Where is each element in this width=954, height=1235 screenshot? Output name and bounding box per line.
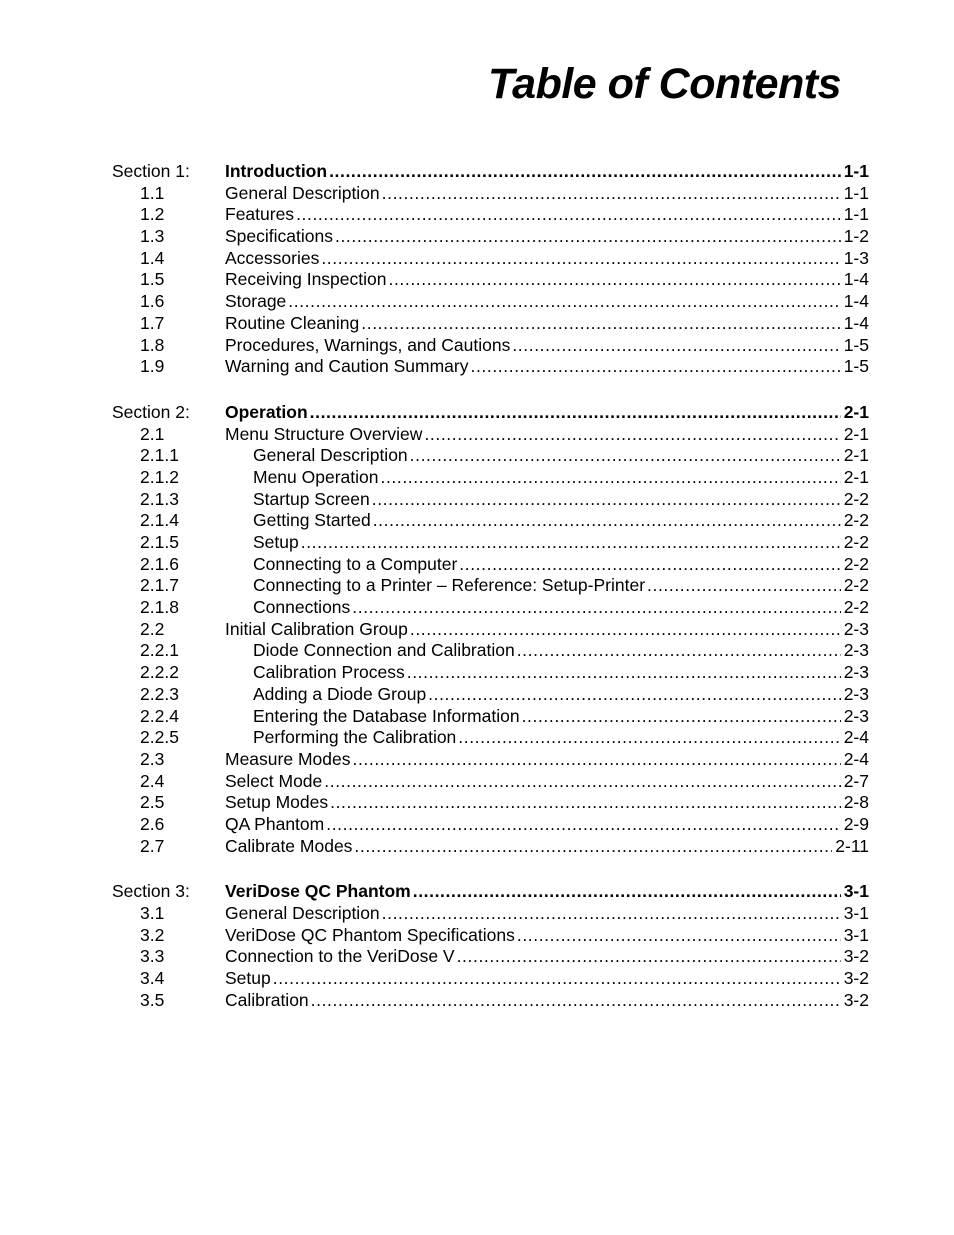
dot-leader [381,467,841,489]
toc-entry[interactable] [0,814,954,836]
entry-title: Menu Operation [253,466,379,487]
page-number: 2-11 [835,835,869,856]
toc-line [253,597,869,619]
page-number: 2-8 [843,792,869,813]
toc-line [225,903,869,925]
page-number: 2-1 [843,423,869,444]
toc-entry[interactable] [0,335,954,357]
page-number: 2-2 [843,553,869,574]
entry-title: Measure Modes [225,748,351,769]
toc-entry[interactable] [0,248,954,270]
dot-leader [457,946,841,968]
toc-line [225,749,869,771]
entry-title: General Description [225,182,380,203]
toc-line [225,161,869,183]
toc-entry[interactable] [0,836,954,858]
toc-line [225,424,869,446]
entry-number: 1.2 [140,204,165,225]
entry-number: 2.1.8 [140,597,179,618]
toc-line [225,248,869,270]
dot-leader [410,619,841,641]
section-title: Introduction [225,161,328,181]
toc-line [225,946,869,968]
dot-leader [311,990,841,1012]
dot-leader [288,291,840,313]
toc-section [0,881,954,1011]
toc-entry[interactable] [0,619,954,641]
dot-leader [296,204,841,226]
toc-line [253,554,869,576]
toc-entry[interactable] [0,532,954,554]
toc-entry[interactable] [0,291,954,313]
toc-entry[interactable] [0,640,954,662]
entry-title: Warning and Caution Summary [225,356,469,377]
entry-title: VeriDose QC Phantom Specifications [225,924,515,945]
entry-number: 2.1.7 [140,575,179,596]
dot-leader [382,903,841,925]
entry-number: 2.1.6 [140,553,179,574]
toc-entry[interactable] [0,510,954,532]
toc-entry[interactable] [0,226,954,248]
entry-number: 2.1.4 [140,510,179,531]
toc-line [225,619,869,641]
entry-title: Procedures, Warnings, and Cautions [225,334,511,355]
entry-number: 1.8 [140,334,165,355]
toc-line [253,640,869,662]
entry-title: General Description [253,445,408,466]
page-number: 3-1 [843,881,869,902]
entry-title: Setup Modes [225,792,329,813]
entry-number: 2.2.2 [140,662,179,683]
entry-number: 1.7 [140,312,165,333]
entry-number: 2.2 [140,618,165,639]
toc-line [253,575,869,597]
entry-title: Select Mode [225,770,323,791]
page-title: Table of Contents [487,60,841,108]
page-number: 3-1 [843,903,869,923]
dot-leader [301,532,841,554]
entry-title: Routine Cleaning [225,312,360,333]
dot-leader [382,183,841,205]
toc-entry[interactable] [0,684,954,706]
page-number: 3-1 [843,924,869,945]
entry-title: QA Phantom [225,813,325,834]
entry-number: 2.7 [140,835,165,856]
dot-leader [310,402,841,424]
page-number: 1-3 [843,247,869,268]
entry-number: 3.5 [140,989,165,1010]
page-number: 1-5 [843,334,869,355]
entry-title: Features [225,204,295,225]
toc-entry[interactable] [0,771,954,793]
toc-line [225,183,869,205]
page-number: 1-1 [843,161,869,181]
section-label: Section 2: [112,401,190,422]
dot-leader [352,749,840,771]
entry-title: Startup Screen [253,488,370,509]
toc-line [225,968,869,990]
page-number: 2-1 [843,401,869,422]
entry-title: Storage [225,291,287,312]
dot-leader [273,968,841,990]
toc-line [253,662,869,684]
entry-number: 3.2 [140,924,165,945]
entry-number: 2.1.2 [140,466,179,487]
dot-leader [410,445,841,467]
dot-leader [459,554,840,576]
toc-entry[interactable] [0,727,954,749]
toc-line [225,291,869,313]
entry-number: 2.1.5 [140,532,179,552]
toc-entry[interactable] [0,925,954,947]
toc-line [225,226,869,248]
page-number: 2-3 [843,662,869,683]
toc-line [253,445,869,467]
dot-leader [330,792,841,814]
toc-line [225,356,869,378]
entry-number: 2.1.3 [140,488,179,509]
toc-entry[interactable] [0,424,954,446]
page-number: 2-3 [843,618,869,639]
entry-title: Initial Calibration Group [225,618,408,639]
toc-line [225,335,869,357]
entry-number: 1.6 [140,291,165,312]
entry-title: Connecting to a Computer [253,553,458,574]
entry-title: Calibrate Modes [225,835,353,856]
toc-entry[interactable] [0,554,954,576]
entry-title: Receiving Inspection [225,269,387,290]
dot-leader [326,814,840,836]
dot-leader [324,771,840,793]
entry-number: 1.5 [140,269,165,290]
toc-entry[interactable] [0,445,954,467]
toc-section-heading[interactable] [0,881,954,903]
dot-leader [373,510,841,532]
entry-title: Accessories [225,247,320,268]
toc-line [253,706,869,728]
dot-leader [517,640,841,662]
dot-leader [388,269,840,291]
page-number: 2-3 [843,683,869,704]
section-label: Section 3: [112,881,190,902]
entry-title: Setup [225,968,271,989]
entry-number: 3.3 [140,946,165,967]
entry-number: 2.6 [140,813,165,834]
toc-line [225,402,869,424]
entry-title: Entering the Database Information [253,705,520,726]
dot-leader [428,684,841,706]
dot-leader [329,161,841,183]
page-number: 1-4 [843,312,869,333]
section-title: VeriDose QC Phantom [225,881,411,902]
entry-title: Connections [253,597,351,618]
page-number: 2-3 [843,640,869,661]
entry-number: 2.1 [140,423,165,444]
page-number: 2-2 [843,488,869,509]
page-number: 2-1 [843,445,869,466]
toc-line [225,881,869,903]
entry-title: Setup [253,532,299,552]
toc-entry[interactable] [0,575,954,597]
toc-line [253,684,869,706]
toc-entry[interactable] [0,269,954,291]
toc-entry[interactable] [0,662,954,684]
toc-section-heading[interactable] [0,161,954,183]
toc-line [225,990,869,1012]
toc-line [225,836,869,858]
dot-leader [407,662,841,684]
toc-line [253,467,869,489]
page-number: 3-2 [843,989,869,1010]
toc-entry[interactable] [0,706,954,728]
toc-line [225,204,869,226]
toc-entry[interactable] [0,792,954,814]
dot-leader [512,335,840,357]
dot-leader [413,881,841,903]
toc-entry[interactable] [0,597,954,619]
entry-number: 1.1 [140,182,165,203]
dot-leader [647,575,841,597]
entry-title: Getting Started [253,510,371,531]
entry-title: Menu Structure Overview [225,423,423,444]
toc-line [253,727,869,749]
entry-number: 2.3 [140,748,165,769]
toc-entry[interactable] [0,968,954,990]
entry-title: Calibration Process [253,662,405,683]
page-number: 2-1 [843,466,869,487]
dot-leader [321,248,840,270]
page-number: 1-5 [843,356,869,377]
page-number: 2-4 [843,727,869,748]
dot-leader [372,489,841,511]
toc-line [225,792,869,814]
toc-line [253,532,869,554]
toc-entry[interactable] [0,946,954,968]
toc-entry[interactable] [0,204,954,226]
page-number: 2-2 [843,532,869,552]
entry-number: 3.1 [140,903,165,923]
entry-number: 2.2.5 [140,727,179,748]
dot-leader [354,836,832,858]
entry-number: 2.2.3 [140,683,179,704]
entry-number: 2.1.1 [140,445,179,466]
entry-title: Adding a Diode Group [253,683,427,704]
entry-number: 1.9 [140,356,165,377]
dot-leader [361,313,840,335]
entry-title: Connection to the VeriDose V [225,946,455,967]
page-number: 2-2 [843,510,869,531]
entry-number: 1.4 [140,247,165,268]
toc-entry[interactable] [0,467,954,489]
entry-title: Diode Connection and Calibration [253,640,515,661]
toc-line [253,489,869,511]
page-number: 1-2 [843,226,869,247]
toc-entry[interactable] [0,903,954,925]
toc-line [225,925,869,947]
entry-title: Performing the Calibration [253,727,457,748]
toc-section [0,402,954,857]
page-number: 2-2 [843,575,869,596]
entry-number: 1.3 [140,226,165,247]
toc-line [225,814,869,836]
entry-title: Connecting to a Printer – Reference: Setup-Printer [253,575,646,596]
dot-leader [517,925,841,947]
entry-number: 2.2.4 [140,705,179,726]
toc-section [0,161,954,378]
page-number: 1-4 [843,269,869,290]
page-number: 2-9 [843,813,869,834]
toc-entry[interactable] [0,313,954,335]
toc-line [225,771,869,793]
page-number: 2-4 [843,748,869,769]
toc-line [225,313,869,335]
toc-entry[interactable] [0,749,954,771]
dot-leader [522,706,841,728]
dot-leader [352,597,840,619]
section-label: Section 1: [112,161,190,181]
toc-line [253,510,869,532]
toc-entry[interactable] [0,990,954,1012]
page-number: 1-4 [843,291,869,312]
dot-leader [458,727,840,749]
toc-entry[interactable] [0,489,954,511]
entry-title: Calibration [225,989,309,1010]
page-number: 2-2 [843,597,869,618]
entry-title: General Description [225,903,380,923]
page-number: 3-2 [843,968,869,989]
page-number: 2-7 [843,770,869,791]
entry-title: Specifications [225,226,333,247]
entry-number: 2.4 [140,770,165,791]
entry-number: 2.5 [140,792,165,813]
entry-number: 2.2.1 [140,640,179,661]
toc-line [225,269,869,291]
dot-leader [335,226,841,248]
toc-section-heading[interactable] [0,402,954,424]
page-number: 1-1 [843,204,869,225]
entry-number: 3.4 [140,968,165,989]
page-number: 2-3 [843,705,869,726]
dot-leader [471,356,841,378]
page-number: 3-2 [843,946,869,967]
page-number: 1-1 [843,182,869,203]
section-title: Operation [225,401,308,422]
toc-entry[interactable] [0,356,954,378]
table-of-contents [0,161,954,1035]
toc-entry[interactable] [0,183,954,205]
dot-leader [424,424,840,446]
